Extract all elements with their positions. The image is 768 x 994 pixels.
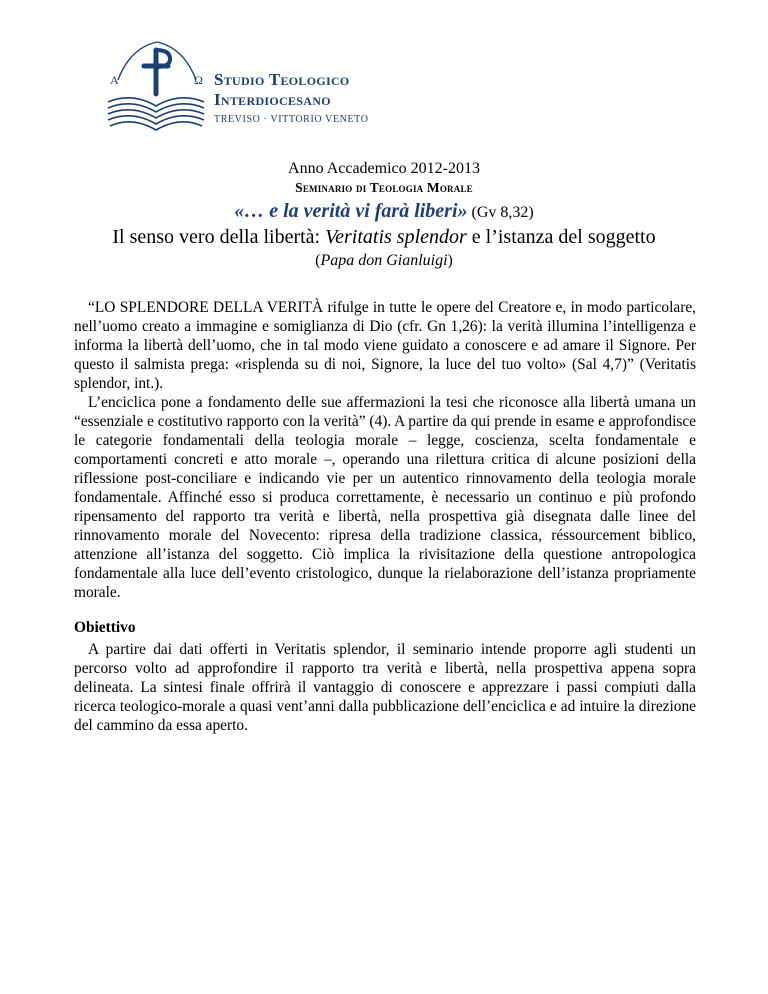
logo-line-1: Studio Teologico <box>214 70 350 89</box>
subtitle-pre: Il senso vero della libertà: <box>112 226 326 248</box>
author-name: Papa don Gianluigi <box>320 252 448 269</box>
author-paren-close: ) <box>447 252 453 269</box>
section-heading-objective: Obiettivo <box>74 619 136 636</box>
author-line <box>0 252 768 270</box>
document-body <box>74 298 696 735</box>
omega-letter: Ω <box>194 73 203 87</box>
logo-line-2: Interdiocesano <box>214 90 331 109</box>
institution-logo <box>100 28 400 140</box>
logo-line-3: TREVISO · VITTORIO VENETO <box>214 114 369 125</box>
logo-wordmark <box>214 70 369 127</box>
paragraph-intro-quote: “LO SPLENDORE DELLA VERITÀ rifulge in tutte le opere del Creatore e, in modo particolare, nell’uomo creato a immagine e somiglianza di Dio (cfr. Gn 1,26): la verità illumina l’intelligenza e informa la libertà dell’uomo, che in tal modo viene guidato a conoscere e ad amare il Signore. Per questo il salmista prega: «risplenda su di noi, Signore, la luce del tuo volto» (Sal 4,7)” (Veritatis splendor, int.). <box>74 299 696 392</box>
quote-line <box>0 200 768 223</box>
subtitle-post: e l’istanza del soggetto <box>466 226 656 248</box>
chi-rho-book-icon <box>100 28 214 140</box>
seminar-title: Seminario di Teologia Morale <box>295 180 473 195</box>
academic-year: Anno Accademico 2012-2013 <box>288 160 480 177</box>
author-paren-open: ( <box>315 252 321 269</box>
subtitle <box>0 226 768 249</box>
alpha-letter: A <box>110 73 119 87</box>
biblical-quote: «… e la verità vi farà liberi» <box>234 200 468 222</box>
paragraph-encyclical: L’enciclica pone a fondamento delle sue affermazioni la tesi che riconosce alla libertà umana un “essenziale e costitutivo rapporto con la verità” (4). A partire da qui prende in esame e approfondisce le categorie fondamentali della teologia morale – legge, coscienza, scelta fondamentale e comportamenti concreti e atto morale –, operando una rilettura critica di alcune posizioni della riflessione post-conciliare e indicando vie per un autentico rinnovamento della teologia morale fondamentale. Affinché esso si produca correttamente, è necessario un continuo e più profondo ripensamento del rapporto tra verità e libertà, nella prospettiva già disegnata dalle linee del rinnovamento morale del Novecento: ripresa della tradizione classica, réssourcement biblico, attenzione all’istanza del soggetto. Ciò implica la rivisitazione della questione antropologica fondamentale alla luce dell’evento cristologico, dunque la rielaborazione dell’istanza propriamente morale. <box>74 394 696 601</box>
paragraph-objective: A partire dai dati offerti in Veritatis splendor, il seminario intende proporre agli studenti un percorso volto ad approfondire il rapporto tra verità e libertà, nella prospettiva appena sopra delineata. La sintesi finale offrirà il vantaggio di conoscere e apprezzare i passi compiuti dalla ricerca teologico-morale a quasi vent’anni dalla pubblicazione dell’enciclica e ad intuire la direzione del cammino da essa aperto. <box>74 641 696 734</box>
quote-reference: (Gv 8,32) <box>467 204 534 221</box>
subtitle-emphasis: Veritatis splendor <box>325 226 467 248</box>
